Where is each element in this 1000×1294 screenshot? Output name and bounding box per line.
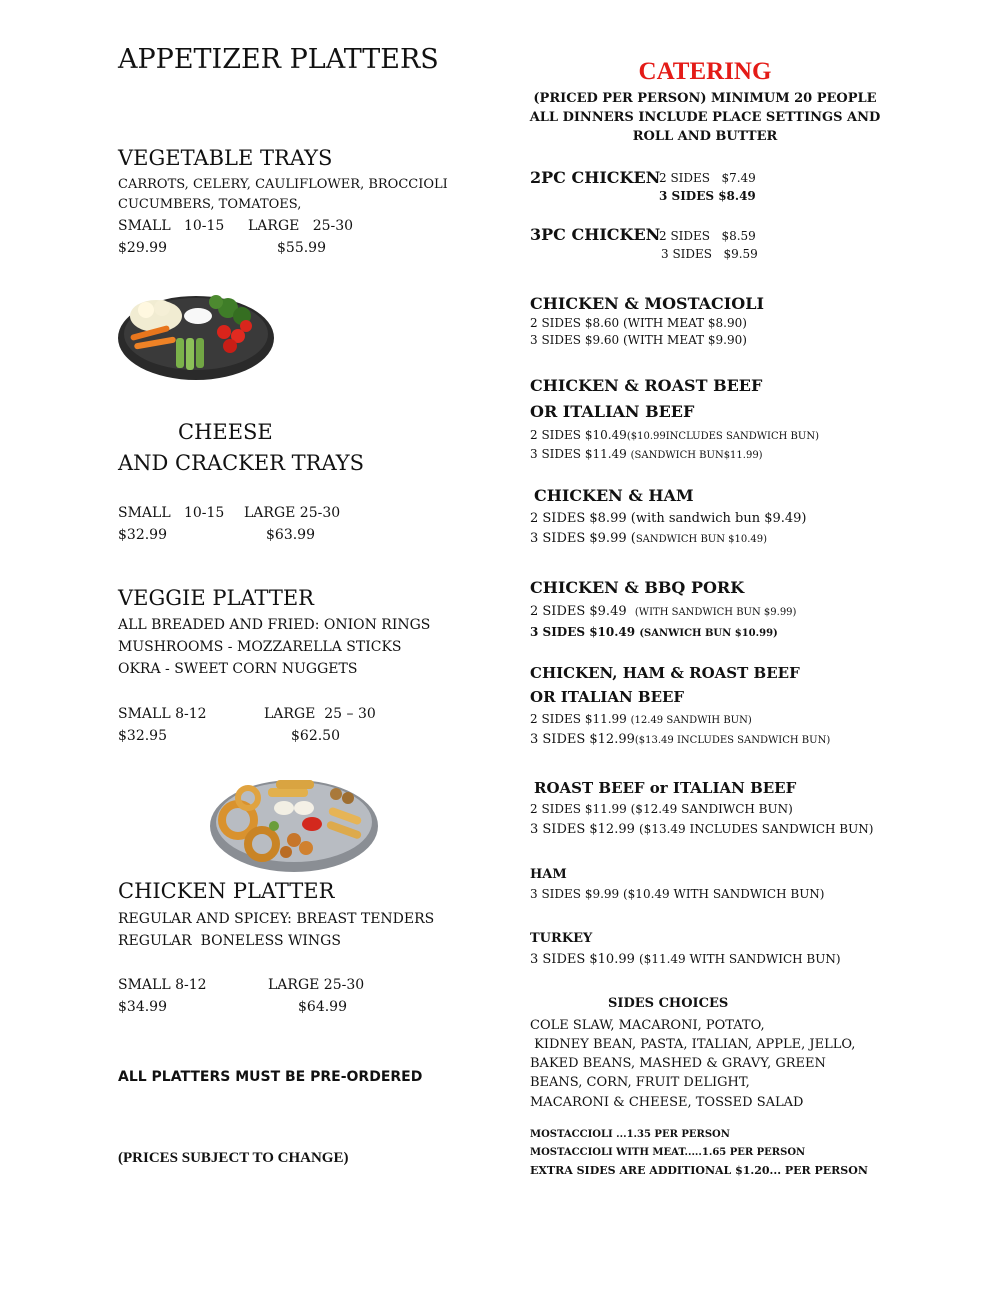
hamroast-2sides-price: 2 SIDES $11.99: [530, 712, 631, 726]
2pc-chicken-3sides: 3 SIDES $8.49: [659, 189, 756, 203]
hamroast-3sides-price: 3 SIDES $12.99: [530, 732, 635, 747]
roastonly-name: ROAST BEEF or ITALIAN BEEF: [534, 779, 797, 797]
sides-line5: MACARONI & CHEESE, TOSSED SALAD: [530, 1095, 804, 1110]
turkey-3sides-bun: ($11.49 WITH SANDWICH BUN): [639, 952, 841, 966]
3pc-chicken-2sides: 2 SIDES $8.59: [659, 229, 756, 243]
hamroast-3sides: [530, 732, 830, 747]
fried-platter-image: [208, 768, 380, 876]
bbq-3sides: [530, 625, 778, 639]
extra-sides-note: EXTRA SIDES ARE ADDITIONAL $1.20... PER PERSON: [530, 1164, 868, 1177]
ham-3sides: [530, 531, 767, 546]
3pc-chicken-name: 3PC CHICKEN: [530, 225, 661, 244]
extra-mostaccioli-meat: MOSTACCIOLI WITH MEAT.....1.65 PER PERSON: [530, 1147, 806, 1158]
roastbeef-3sides: [530, 447, 763, 461]
catering-subtitle-2: ALL DINNERS INCLUDE PLACE SETTINGS AND: [529, 110, 881, 125]
sides-line1: COLE SLAW, MACARONI, POTATO,: [530, 1018, 765, 1033]
chicken-platter-line1: REGULAR AND SPICEY: BREAST TENDERS: [118, 911, 435, 927]
vegetable-line1: CARROTS, CELERY, CAULIFLOWER, BROCCIOLI: [118, 177, 448, 192]
bbq-2sides-price: 2 SIDES $9.49: [530, 604, 635, 619]
veggie-size-small: SMALL 8-12: [118, 706, 207, 722]
chicken-platter-size-large: LARGE 25-30: [268, 977, 365, 993]
bbq-3sides-price: 3 SIDES $10.49: [530, 625, 640, 639]
chicken-platter-line2: REGULAR BONELESS WINGS: [118, 933, 341, 949]
catering-subtitle-1: (PRICED PER PERSON) MINIMUM 20 PEOPLE: [533, 91, 877, 106]
bbq-3sides-bun: (SANWICH BUN $10.99): [639, 628, 778, 639]
vegetable-size-large: LARGE 25-30: [248, 218, 354, 234]
vegetable-size-small: SMALL 10-15: [118, 218, 225, 234]
cheese-size-large: LARGE 25-30: [244, 505, 341, 521]
ham-2sides: 2 SIDES $8.99 (with sandwich bun $9.49): [530, 511, 807, 526]
turkey-3sides-price: 3 SIDES $10.99: [530, 952, 640, 967]
preorder-note: ALL PLATTERS MUST BE PRE-ORDERED: [118, 1069, 423, 1085]
appetizer-title: APPETIZER PLATTERS: [118, 44, 439, 75]
roastonly-3sides-bun: ($13.49 INCLUDES SANDWICH BUN): [639, 822, 874, 836]
price-disclaimer: (PRICES SUBJECT TO CHANGE): [118, 1150, 349, 1166]
vegetable-heading: VEGETABLE TRAYS: [118, 146, 333, 170]
roastbeef-3sides-bun: (SANDWICH BUN$11.99): [630, 450, 763, 461]
hamonly-3sides: 3 SIDES $9.99 ($10.49 WITH SANDWICH BUN): [530, 887, 825, 901]
ham-3sides-bun: SANDWICH BUN $10.49): [635, 534, 768, 545]
sides-line3: BAKED BEANS, MASHED & GRAVY, GREEN: [530, 1056, 826, 1071]
roastbeef-2sides-bun: ($10.99INCLUDES SANDWICH BUN): [626, 431, 819, 442]
roastbeef-3sides-price: 3 SIDES $11.49: [530, 447, 631, 461]
roastonly-3sides: [530, 822, 873, 837]
veggie-price-small: $32.95: [118, 728, 167, 744]
turkey-name: TURKEY: [530, 931, 593, 946]
mostacioli-2sides: 2 SIDES $8.60 (WITH MEAT $8.90): [530, 316, 747, 330]
chicken-platter-size-small: SMALL 8-12: [118, 977, 207, 993]
cheese-heading-2: AND CRACKER TRAYS: [118, 451, 365, 475]
hamroast-3sides-bun: ($13.49 INCLUDES SANDWICH BUN): [634, 735, 831, 746]
chicken-platter-price-large: $64.99: [298, 999, 347, 1015]
veggie-size-large: LARGE 25 – 30: [264, 706, 376, 722]
roastonly-3sides-price: 3 SIDES $12.99: [530, 822, 640, 837]
catering-subtitle-3: ROLL AND BUTTER: [632, 129, 778, 144]
roastbeef-2sides: [530, 428, 819, 442]
hamroast-2sides: [530, 712, 752, 726]
bbq-2sides: [530, 604, 796, 619]
cheese-size-small: SMALL 10-15: [118, 505, 225, 521]
roastbeef-2sides-price: 2 SIDES $10.49: [530, 428, 627, 442]
roastbeef-name-1: CHICKEN & ROAST BEEF: [530, 376, 763, 395]
vegetable-price-large: $55.99: [277, 240, 326, 256]
veggie-line3: OKRA - SWEET CORN NUGGETS: [118, 661, 358, 677]
sides-line4: BEANS, CORN, FRUIT DELIGHT,: [530, 1075, 750, 1090]
cheese-price-small: $32.99: [118, 527, 167, 543]
hamroast-name-1: CHICKEN, HAM & ROAST BEEF: [530, 664, 800, 682]
3pc-chicken-3sides: 3 SIDES $9.59: [661, 247, 758, 261]
sides-line2: KIDNEY BEAN, PASTA, ITALIAN, APPLE, JELLO,: [530, 1037, 856, 1052]
chicken-platter-heading: CHICKEN PLATTER: [118, 879, 335, 903]
roastonly-2sides: 2 SIDES $11.99 ($12.49 SANDIWCH BUN): [530, 802, 793, 816]
hamonly-name: HAM: [530, 867, 567, 882]
veggie-price-large: $62.50: [291, 728, 340, 744]
chicken-platter-price-small: $34.99: [118, 999, 167, 1015]
vegetable-price-small: $29.99: [118, 240, 167, 256]
bbq-name: CHICKEN & BBQ PORK: [530, 578, 745, 597]
bbq-2sides-bun: (WITH SANDWICH BUN $9.99): [634, 607, 797, 618]
ham-name: CHICKEN & HAM: [534, 486, 694, 505]
2pc-chicken-name: 2PC CHICKEN: [530, 168, 661, 187]
roastbeef-name-2: OR ITALIAN BEEF: [530, 402, 695, 421]
extra-mostaccioli: MOSTACCIOLI ...1.35 PER PERSON: [530, 1129, 730, 1140]
veggie-heading: VEGGIE PLATTER: [118, 586, 314, 610]
ham-3sides-price: 3 SIDES $9.99 (: [530, 531, 636, 546]
2pc-chicken-2sides: 2 SIDES $7.49: [659, 171, 756, 185]
veggie-line1: ALL BREADED AND FRIED: ONION RINGS: [118, 617, 431, 633]
turkey-3sides: [530, 952, 841, 967]
mostacioli-name: CHICKEN & MOSTACIOLI: [530, 294, 764, 313]
hamroast-2sides-bun: (12.49 SANDWIH BUN): [630, 715, 752, 726]
hamroast-name-2: OR ITALIAN BEEF: [530, 688, 685, 706]
mostacioli-3sides: 3 SIDES $9.60 (WITH MEAT $9.90): [530, 333, 747, 347]
catering-title: CATERING: [638, 58, 772, 85]
sides-heading: SIDES CHOICES: [608, 996, 729, 1011]
veggie-line2: MUSHROOMS - MOZZARELLA STICKS: [118, 639, 402, 655]
cheese-price-large: $63.99: [266, 527, 315, 543]
cheese-heading-1: CHEESE: [178, 420, 273, 444]
vegetable-tray-image: [116, 280, 276, 384]
vegetable-line2: CUCUMBERS, TOMATOES,: [118, 197, 302, 212]
